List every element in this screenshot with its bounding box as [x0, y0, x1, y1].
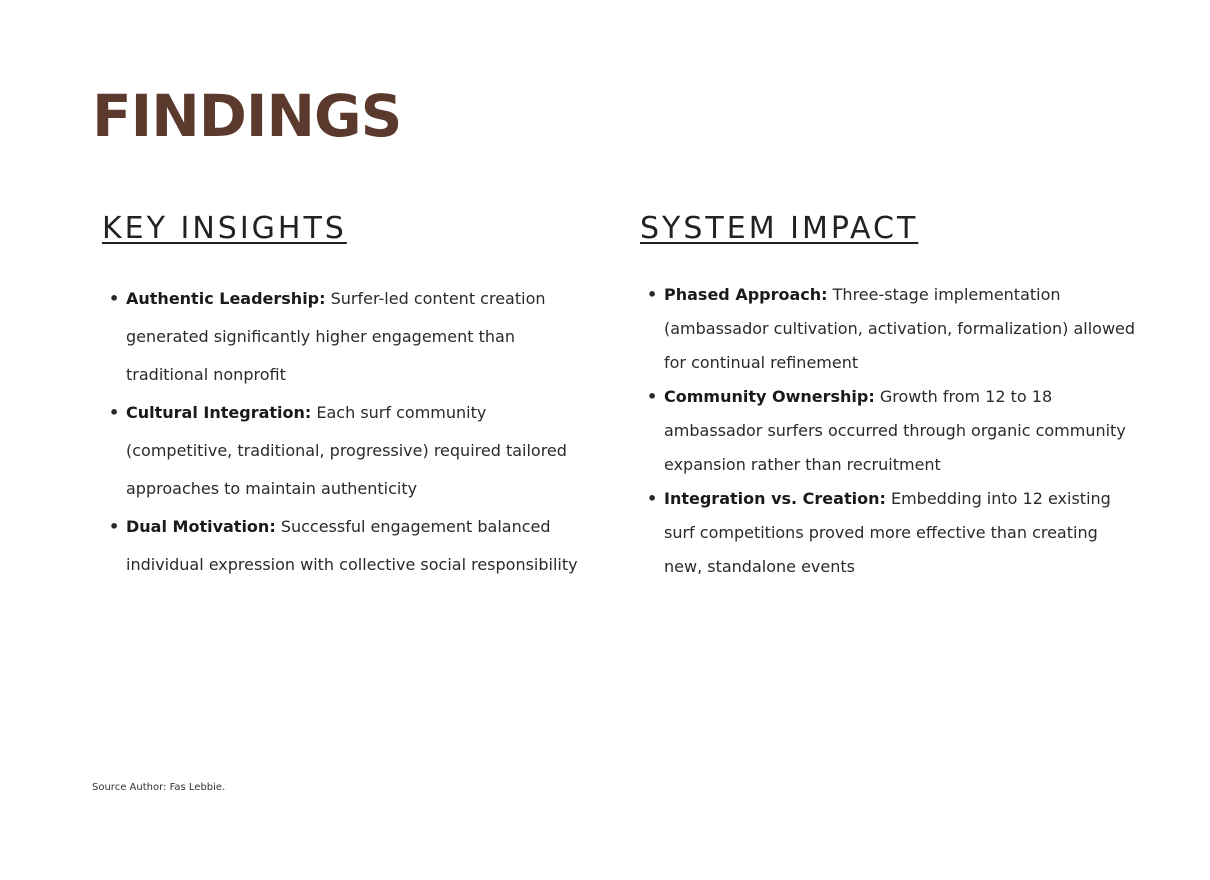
- insight-text: Successful engagement balanced individual expression with collective social responsibility: [126, 517, 578, 574]
- system-impact-list: [640, 278, 1140, 584]
- insight-text: Each surf community (competitive, traditional, progressive) required tailored approaches to maintain authenticity: [126, 403, 567, 498]
- insight-title: Authentic Leadership:: [126, 289, 326, 308]
- bullet-icon: •: [109, 289, 120, 308]
- bullet-icon: •: [647, 285, 658, 304]
- page-title: FINDINGS: [92, 82, 402, 150]
- impact-text: Three-stage implementation (ambassador cultivation, activation, formalization) allowed for continual refinement: [664, 285, 1136, 372]
- source-credit: Source Author: Fas Lebbie.: [92, 782, 226, 793]
- impact-text: Embedding into 12 existing surf competitions proved more effective than creating new, standalone events: [664, 489, 1111, 576]
- insight-title: Cultural Integration:: [126, 403, 312, 422]
- key-insights-list: [102, 280, 592, 584]
- system-impact-heading: SYSTEM IMPACT: [640, 211, 919, 246]
- bullet-icon: •: [647, 489, 658, 508]
- insight-text: Surfer-led content creation generated significantly higher engagement than traditional nonprofit: [126, 289, 546, 384]
- system-impact-section: [640, 208, 1140, 584]
- impact-title: Phased Approach:: [664, 285, 828, 304]
- bullet-icon: •: [109, 517, 120, 536]
- impact-title: Community Ownership:: [664, 387, 875, 406]
- list-item: [640, 482, 1140, 584]
- bullet-icon: •: [109, 403, 120, 422]
- list-item: [102, 394, 592, 508]
- insight-title: Dual Motivation:: [126, 517, 276, 536]
- list-item: [640, 278, 1140, 380]
- impact-title: Integration vs. Creation:: [664, 489, 886, 508]
- bullet-icon: •: [647, 387, 658, 406]
- list-item: [102, 280, 592, 394]
- list-item: [640, 380, 1140, 482]
- impact-text: Growth from 12 to 18 ambassador surfers occurred through organic community expansion rather than recruitment: [664, 387, 1126, 474]
- key-insights-section: [102, 208, 592, 584]
- list-item: [102, 508, 592, 584]
- key-insights-heading: KEY INSIGHTS: [102, 211, 347, 246]
